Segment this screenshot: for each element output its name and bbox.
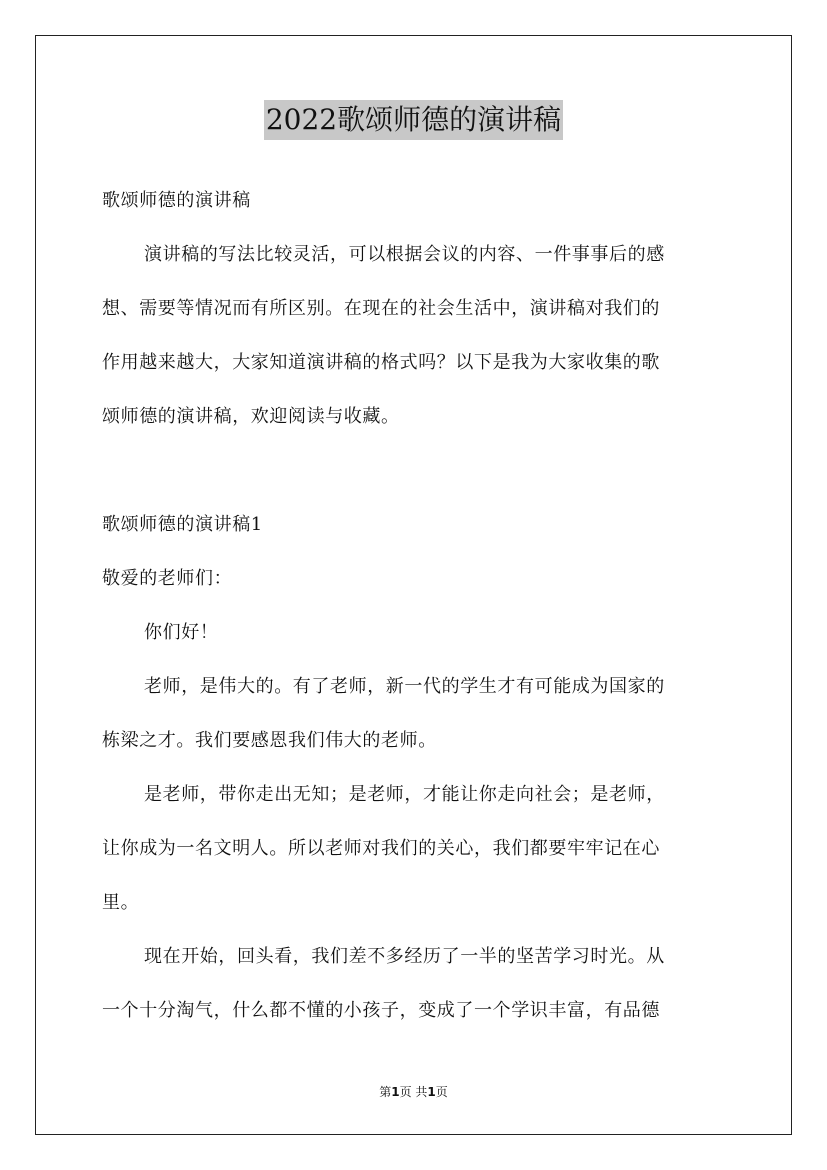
paragraph-1: [102, 660, 728, 768]
document-body: [102, 174, 728, 1038]
page-mid-text: 页 共: [399, 1085, 428, 1099]
paragraph-line: 里。: [102, 892, 140, 913]
page-total-number: 1: [427, 1085, 436, 1099]
intro-paragraph: [102, 228, 728, 444]
paragraph-line: 现在开始，回头看，我们差不多经历了一半的坚苦学习时光。从: [144, 946, 665, 967]
spacer: [102, 444, 728, 498]
paragraph-line: 老师，是伟大的。有了老师，新一代的学生才有可能成为国家的: [144, 676, 665, 697]
section-heading: 歌颂师德的演讲稿1: [102, 514, 263, 535]
paragraph-line: 一个十分淘气，什么都不懂的小孩子，变成了一个学识丰富，有品德: [102, 1000, 660, 1021]
title-container: [0, 100, 827, 140]
document-title: 2022歌颂师德的演讲稿: [264, 100, 563, 140]
salutation: 敬爱的老师们：: [102, 568, 233, 589]
page-prefix: 第: [379, 1085, 392, 1099]
intro-line: 作用越来越大，大家知道演讲稿的格式吗？以下是我为大家收集的歌: [102, 352, 660, 373]
greeting: 你们好！: [144, 622, 219, 643]
intro-line: 颂师德的演讲稿，欢迎阅读与收藏。: [102, 406, 400, 427]
subtitle: 歌颂师德的演讲稿: [102, 190, 251, 211]
intro-line: 想、需要等情况而有所区别。在现在的社会生活中，演讲稿对我们的: [102, 298, 660, 319]
paragraph-3: [102, 930, 728, 1038]
paragraph-2: [102, 768, 728, 930]
page-suffix: 页: [435, 1085, 448, 1099]
paragraph-line: 让你成为一名文明人。所以老师对我们的关心，我们都要牢牢记在心: [102, 838, 660, 859]
page-current-number: 1: [391, 1085, 400, 1099]
page-footer: [0, 1082, 827, 1102]
paragraph-line: 是老师，带你走出无知；是老师，才能让你走向社会；是老师，: [144, 784, 665, 805]
intro-line: 演讲稿的写法比较灵活，可以根据会议的内容、一件事事后的感: [144, 244, 665, 265]
paragraph-line: 栋梁之才。我们要感恩我们伟大的老师。: [102, 730, 437, 751]
